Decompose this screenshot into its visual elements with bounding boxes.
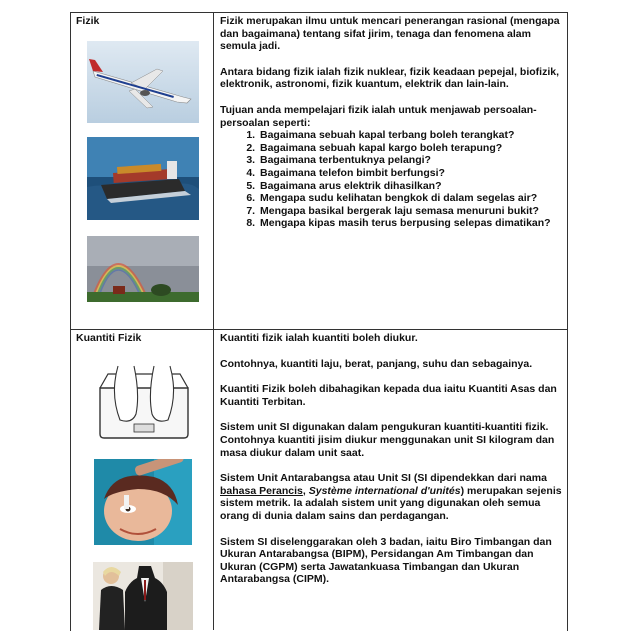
list-item: 3. Bagaimana terbentuknya pelangi?	[258, 154, 566, 167]
row-divider	[70, 329, 568, 330]
list-item: 7. Mengapa basikal bergerak laju semasa menuruni bukit?	[258, 205, 566, 218]
row2-content	[220, 332, 566, 586]
tailor-image	[93, 562, 193, 630]
list-item: 1. Bagaimana sebuah kapal terbang boleh terangkat?	[258, 129, 566, 142]
list-item: 6. Mengapa sudu kelihatan bengkok di dalam segelas air?	[258, 192, 566, 205]
fizik-purpose: Tujuan anda mempelajari fizik ialah untuk menjawab persoalan-persoalan seperti:	[220, 103, 537, 129]
row-label-kuantiti-fizik: Kuantiti Fizik	[76, 332, 142, 344]
row-label-fizik: Fizik	[76, 15, 100, 27]
kuantiti-types: Kuantiti Fizik boleh dibahagikan kepada dua iaitu Kuantiti Asas dan Kuantiti Terbitan.	[220, 383, 557, 408]
weighing-scale-image	[96, 364, 192, 440]
kuantiti-definition: Kuantiti fizik ialah kuantiti boleh diukur.	[220, 332, 418, 344]
si-bodies: Sistem SI diselenggarakan oleh 3 badan, iaitu Biro Timbangan dan Ukuran Antarabangsa (BIPM), Persidangan Am Timbangan dan Ukuran (CGPM) serta Jawatankuasa Timbangan dan Ukuran Antarabangsa (CIPM).	[220, 535, 552, 586]
list-item: 4. Bagaimana telefon bimbit berfungsi?	[258, 167, 566, 180]
link-bahasa-perancis[interactable]: bahasa Perancis	[220, 484, 303, 497]
si-unit-description: Sistem Unit Antarabangsa atau Unit SI (SI dipendekkan dari nama bahasa Perancis, Système international d'unités) merupakan sejenis sistem metrik. Ia adalah sistem unit yang digunakan oleh semua orang di dunia dalam sains dan perdagangan.	[220, 472, 562, 522]
eye-drops-image	[94, 459, 192, 545]
rainbow-image	[87, 236, 199, 302]
cargo-ship-image	[87, 137, 199, 220]
fizik-fields: Antara bidang fizik ialah fizik nuklear, fizik keadaan pepejal, biofizik, elektronik, astronomi, fizik kuantum, elektrik dan lain-lain.	[220, 65, 560, 91]
row1-content	[220, 15, 566, 230]
list-item: 8. Mengapa kipas masih terus berpusing selepas dimatikan?	[258, 217, 566, 230]
question-list	[220, 129, 566, 230]
si-unit-usage: Sistem unit SI digunakan dalam pengukuran kuantiti-kuantiti fizik. Contohnya kuantiti jisim diukur menggunakan unit SI kilogram dan masa diukur dalam unit saat.	[220, 421, 555, 459]
list-item: 2. Bagaimana sebuah kapal kargo boleh terapung?	[258, 142, 566, 155]
kuantiti-examples: Contohnya, kuantiti laju, berat, panjang, suhu dan sebagainya.	[220, 357, 533, 370]
list-item: 5. Bagaimana arus elektrik dihasilkan?	[258, 180, 566, 193]
column-divider	[213, 12, 214, 630]
airplane-image	[87, 41, 199, 123]
fizik-definition: Fizik merupakan ilmu untuk mencari penerangan rasional (mengapa dan bagaimana) tentang sifat jirim, tenaga dan fenomena alam semula jadi.	[220, 15, 560, 53]
